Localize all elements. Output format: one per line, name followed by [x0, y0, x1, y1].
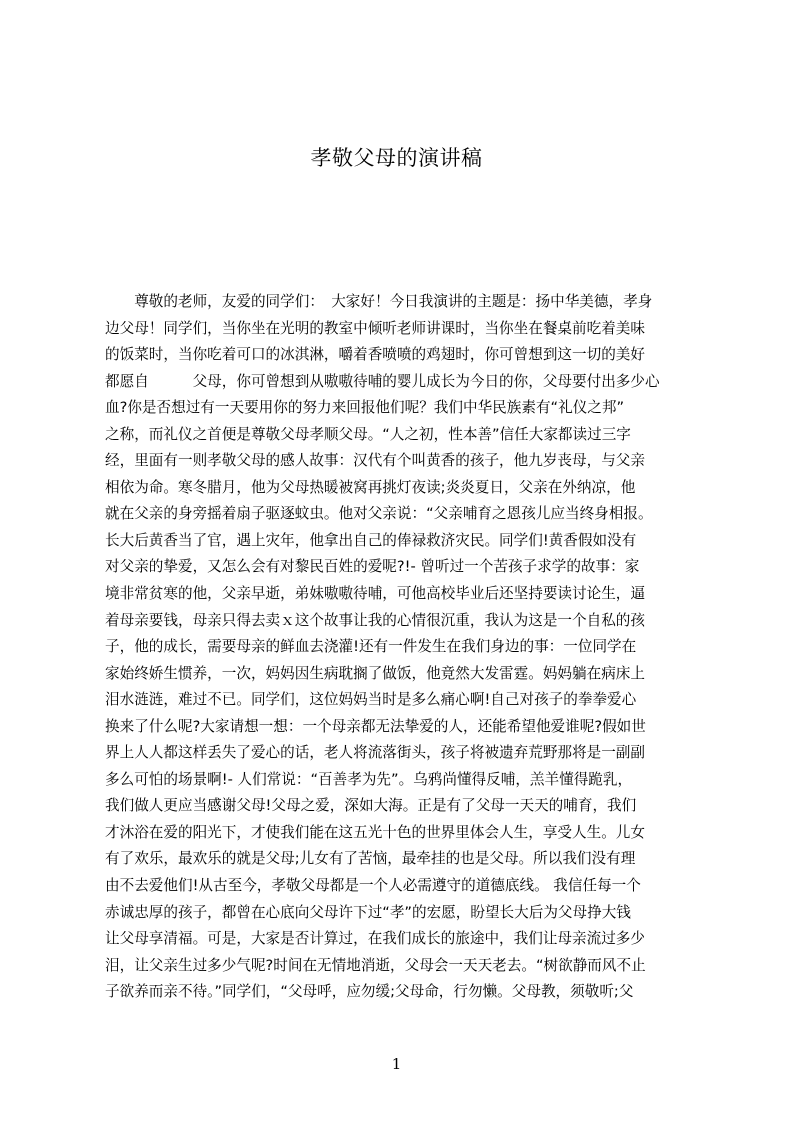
- text-line: 我们做人更应当感谢父母!父母之爱，深如大海。正是有了父母一天天的哺育，我们: [105, 797, 637, 815]
- text-line: 才沐浴在爱的阳光下，才使我们能在这五光十色的世界里体会人生，享受人生。儿女: [105, 823, 645, 841]
- text-line: 都愿自 父母，你可曾想到从嗷嗷待哺的婴儿成长为今日的你，父母要付出多少心: [105, 372, 660, 390]
- text-line: 着母亲要钱，母亲只得去卖ｘ这个故事让我的心情很沉重，我认为这是一个自私的孩: [105, 611, 645, 629]
- speech-body: [105, 289, 699, 1006]
- text-line: 有了欢乐，最欢乐的就是父母;儿女有了苦恼，最牵挂的也是父母。所以我们没有理: [105, 850, 636, 868]
- text-line: 由不去爱他们!从古至今，孝敬父母都是一个人必需遵守的道德底线。 我信任每一个: [105, 877, 641, 895]
- text-line: 相依为命。寒冬腊月，他为父母热暖被窝再挑灯夜读;炎炎夏日，父亲在外纳凉，他: [105, 478, 636, 496]
- text-line: 尊敬的老师，友爱的同学们： 大家好！今日我演讲的主题是：扬中华美德，孝身: [105, 293, 653, 310]
- page-number: 1: [391, 1055, 402, 1073]
- text-line: 就在父亲的身旁摇着扇子驱逐蚊虫。他对父亲说：“父亲哺育之恩孩儿应当终身相报。: [105, 505, 653, 523]
- text-line: 泪，让父亲生过多少气呢?时间在无情地消逝，父母会一天天老去。“树欲静而风不止: [105, 956, 646, 974]
- text-line: 对父亲的挚爱，又怎么会有对黎民百姓的爱呢?!- 曾听过一个苦孩子求学的故事：家: [105, 558, 640, 576]
- text-line: 长大后黄香当了官，遇上灾年，他拿出自己的俸禄救济灾民。同学们!黄香假如没有: [105, 531, 637, 549]
- text-line: 子欲养而亲不待。”同学们，“父母呼，应勿缓;父母命，行勿懒。父母教，须敬听;父: [105, 983, 634, 1001]
- text-line: 之称，而礼仪之首便是尊敬父母孝顺父母。“人之初，性本善”信任大家都读过三字: [105, 425, 631, 443]
- text-line: 的饭菜时，当你吃着可口的冰淇淋，嚼着香喷喷的鸡翅时，你可曾想到这一切的美好: [105, 346, 645, 364]
- text-line: 多么可怕的场景啊!- 人们常说：“百善孝为先”。乌鸦尚懂得反哺，羔羊懂得跪乳，: [105, 770, 633, 788]
- text-line: 让父母享清福。可是，大家是否计算过，在我们成长的旅途中，我们让母亲流过多少: [105, 930, 645, 948]
- document-title: 孝敬父母的演讲稿: [310, 146, 483, 170]
- text-line: 边父母！同学们，当你坐在光明的教室中倾听老师讲课时，当你坐在餐桌前吃着美味: [105, 319, 645, 337]
- text-line: 血?你是否想过有一天要用你的努力来回报他们呢？我们中华民族素有“礼仪之邦”: [105, 399, 625, 417]
- text-line: 泪水涟涟，难过不已。同学们，这位妈妈当时是多么痛心啊!自己对孩子的拳拳爱心: [105, 691, 637, 709]
- text-line: 子，他的成长，需要母亲的鲜血去浇灌!还有一件发生在我们身边的事：一位同学在: [105, 638, 637, 656]
- text-line: 经，里面有一则孝敬父母的感人故事：汉代有个叫黄香的孩子，他九岁丧母，与父亲: [105, 452, 645, 470]
- text-line: 界上人人都这样丢失了爱心的话，老人将流落街头，孩子将被遗弃荒野那将是一副副: [105, 744, 645, 762]
- text-line: 境非常贫寒的他，父亲早逝，弟妹嗷嗷待哺，可他高校毕业后还坚持要读讨论生，逼: [105, 585, 645, 603]
- text-line: 赤诚忠厚的孩子，都曾在心底向父母许下过“孝”的宏愿，盼望长大后为父母挣大钱: [105, 903, 631, 921]
- text-line: 家始终娇生惯养，一次，妈妈因生病耽搁了做饭，他竟然大发雷霆。妈妈躺在病床上: [105, 664, 645, 682]
- text-line: 换来了什么呢?大家请想一想：一个母亲都无法挚爱的人，还能希望他爱谁呢?假如世: [105, 717, 646, 735]
